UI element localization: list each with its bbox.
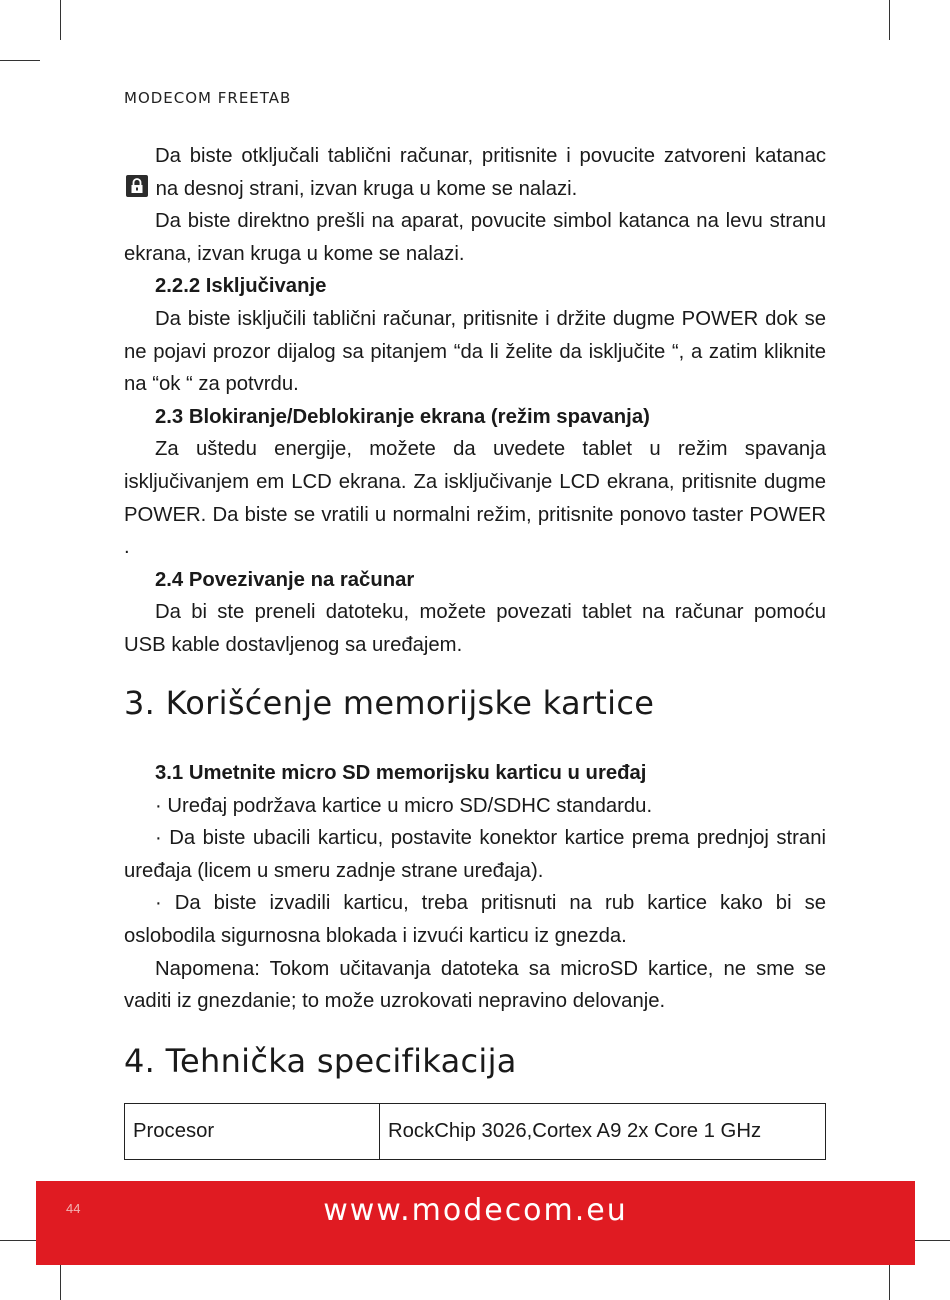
paragraph-sleep: Za uštedu energije, možete da uvedete tablet u režim spavanja isključivanjem em LCD ekrana. Za isključivanje LCD ekrana, pritisnite dugme POWER. Da biste se vratili u normalni režim, pritisnite ponovo taster POWER . — [124, 438, 826, 559]
crop-mark — [910, 1240, 950, 1241]
heading-2-2-2: 2.2.2 Isključivanje — [155, 275, 327, 298]
heading-3-1: 3.1 Umetnite micro SD memorijsku karticu u uređaj — [155, 762, 647, 784]
lock-icon — [126, 175, 148, 197]
bullet-insert: · Da biste ubacili karticu, postavite konektor kartice prema prednjoj strani uređaja (licem u smeru zadnje strane uređaja). — [124, 827, 826, 882]
paragraph-shutdown: Da biste isključili tablični računar, pritisnite i držite dugme POWER dok se ne pojavi prozor dijalog sa pitanjem “da li želite da isključite “, a zatim kliknite na “ok “ za potvrdu. — [124, 307, 826, 396]
page-number: 44 — [66, 1201, 81, 1216]
paragraph-unlock: Da biste otključali tablični računar, pritisnite i povucite zatvoreni katanac na desnoj strani, izvan kruga u kome se nalazi. — [124, 140, 826, 205]
footer-band — [36, 1181, 915, 1265]
crop-mark — [0, 1240, 40, 1241]
section-2-content — [124, 140, 826, 662]
heading-2-4: 2.4 Povezivanje na računar — [155, 568, 415, 591]
section-4-title: 4. Tehnička specifikacija — [124, 1042, 517, 1080]
running-header: MODECOM FREETAB — [124, 89, 292, 107]
bullet-remove: · Da biste izvadili karticu, treba pritisnuti na rub kartice kako bi se oslobodila sigurnosna blokada i izvući karticu iz gnezda. — [124, 892, 826, 947]
heading-2-3: 2.3 Blokiranje/Deblokiranje ekrana (režim spavanja) — [155, 405, 650, 428]
crop-mark — [889, 0, 890, 40]
footer-url: www.modecom.eu — [323, 1193, 628, 1228]
table-row — [125, 1104, 826, 1160]
paragraph-direct: Da biste direktno prešli na aparat, povucite simbol katanca na levu stranu ekrana, izvan kruga u kome se nalazi. — [124, 210, 826, 265]
spec-key: Procesor — [125, 1104, 380, 1160]
crop-mark — [60, 0, 61, 40]
bullet-standard: · Uređaj podržava kartice u micro SD/SDHC standardu. — [155, 794, 653, 817]
paragraph-connect: Da bi ste preneli datoteku, možete povezati tablet na računar pomoću USB kable dostavljenog sa uređajem. — [124, 601, 826, 656]
section-3-title: 3. Korišćenje memorijske kartice — [124, 684, 655, 722]
spec-value: RockChip 3026,Cortex A9 2x Core 1 GHz — [380, 1104, 826, 1160]
crop-mark — [0, 60, 40, 61]
spec-table — [124, 1103, 826, 1160]
crop-mark — [889, 1260, 890, 1300]
section-3-content — [124, 757, 826, 1018]
crop-mark — [60, 1260, 61, 1300]
note-paragraph: Napomena: Tokom učitavanja datoteka sa microSD kartice, ne sme se vaditi iz gnezdanie; to može uzrokovati nepravino delovanje. — [124, 957, 826, 1013]
